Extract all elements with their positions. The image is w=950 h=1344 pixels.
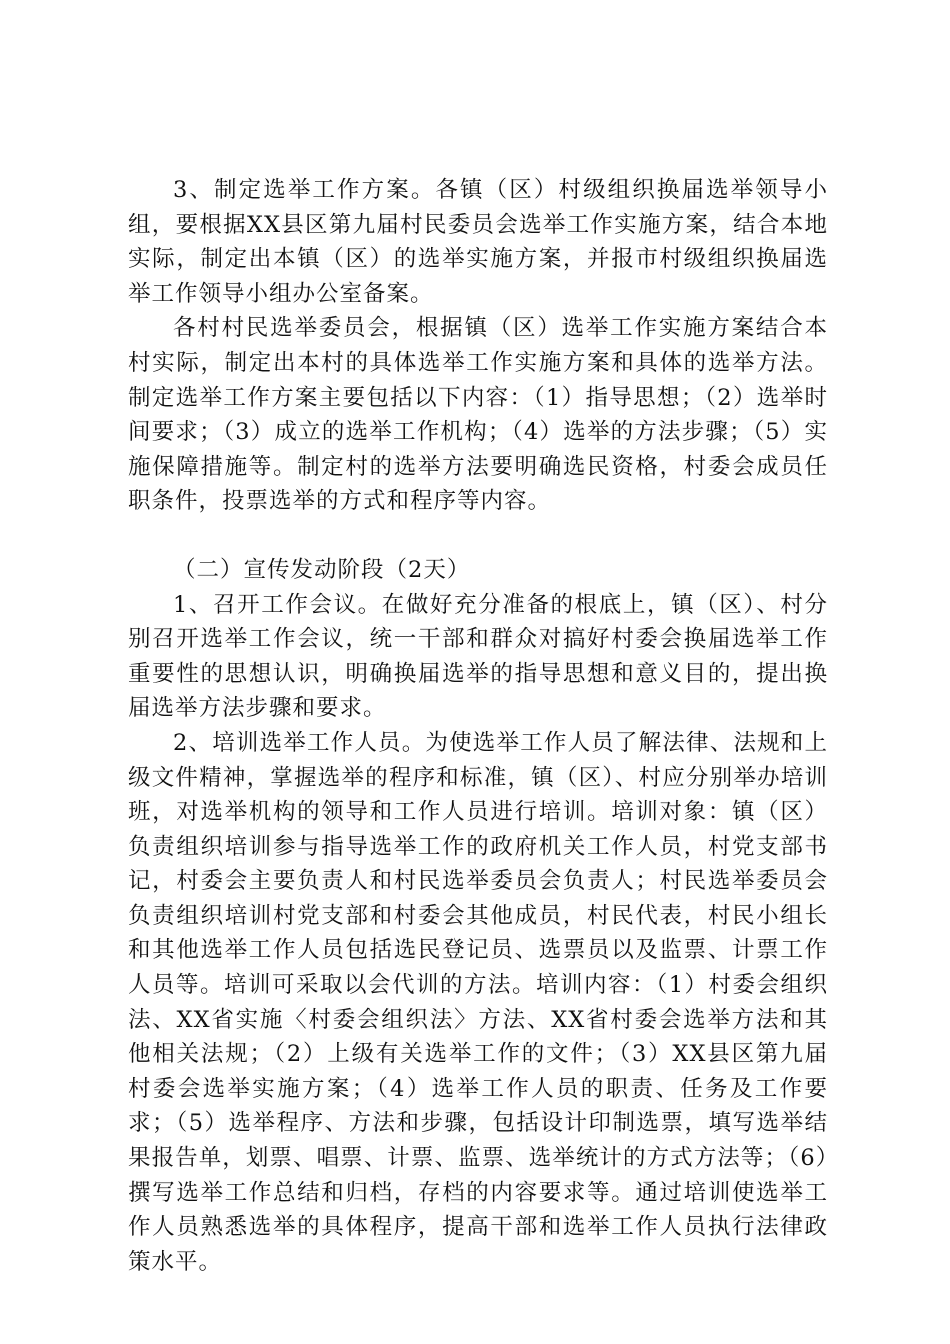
paragraph-village-committee: 各村村民选举委员会，根据镇（区）选举工作实施方案结合本村实际，制定出本村的具体选举工作实施方案和具体的选举方法。制定选举工作方案主要包括以下内容：（1）指导思想；（2）选举时间要求；（3）成立的选举工作机构；（4）选举的方法步骤；（5）实施保障措施等。制定村的选举方法要明确选民资格，村委会成员任职条件，投票选举的方式和程序等内容。 [128,315,828,515]
document-body [128,173,828,1279]
section-heading-publicity: （二）宣传发动阶段（2天） [173,556,471,583]
paragraph-work-meeting: 1、召开工作会议。在做好充分准备的根底上，镇（区）、村分别召开选举工作会议，统一干部和群众对搞好村委会换届选举工作重要性的思想认识，明确换届选举的指导思想和意义目的，提出换届选举方法步骤和要求。 [128,591,828,722]
paragraph-plan-formulation: 3、制定选举工作方案。各镇（区）村级组织换届选举领导小组，要根据XX县区第九届村民委员会选举工作实施方案，结合本地实际，制定出本镇（区）的选举实施方案，并报市村级组织换届选举工作领导小组办公室备案。 [128,177,828,307]
paragraph-staff-training: 2、培训选举工作人员。为使选举工作人员了解法律、法规和上级文件精神，掌握选举的程序和标准，镇（区）、村应分别举办培训班，对选举机构的领导和工作人员进行培训。培训对象：镇（区）负责组织培训参与指导选举工作的政府机关工作人员，村党支部书记，村委会主要负责人和村民选举委员会负责人；村民选举委员会负责组织培训村党支部和村委会其他成员，村民代表，村民小组长和其他选举工作人员包括选民登记员、选票员以及监票、计票工作人员等。培训可采取以会代训的方法。培训内容：（1）村委会组织法、XX省实施〈村委会组织法〉方法、XX省村委会选举方法和其他相关法规；（2）上级有关选举工作的文件；（3）XX县区第九届村委会选举实施方案；（4）选举工作人员的职责、任务及工作要求；（5）选举程序、方法和步骤，包括设计印制选票，填写选举结果报告单，划票、唱票、计票、监票、选举统计的方式方法等；（6）撰写选举工作总结和归档，存档的内容要求等。通过培训使选举工作人员熟悉选举的具体程序，提高干部和选举工作人员执行法律政策水平。 [128,729,828,1275]
